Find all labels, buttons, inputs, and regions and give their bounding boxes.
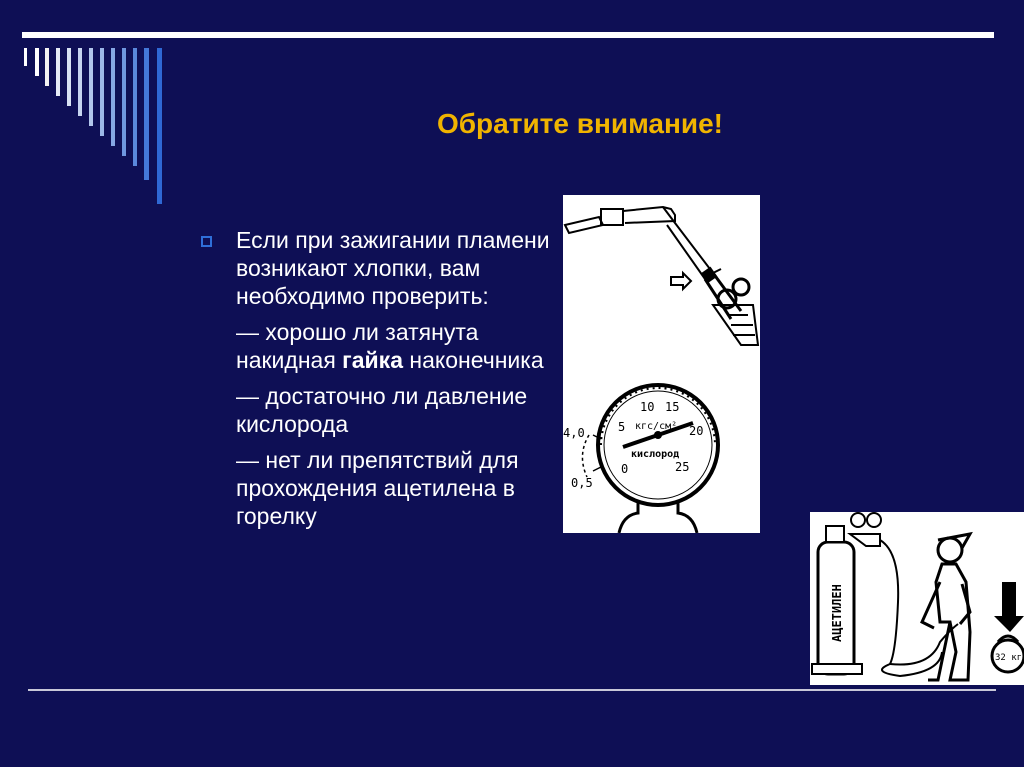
slide-body	[236, 226, 576, 538]
gauge-tick-0: 0	[621, 462, 629, 476]
bullet-icon	[201, 236, 212, 247]
check-item-oxygen: — достаточно ли давление кислорода	[236, 383, 528, 437]
torch-gauge-illustration	[563, 195, 760, 533]
gauge-tick-15: 15	[665, 400, 680, 414]
cylinder-label: АЦЕТИЛЕН	[830, 584, 844, 642]
check-item-nut	[236, 318, 576, 374]
check-item-nut-bold: гайка	[342, 347, 403, 373]
decorative-bars	[0, 0, 200, 220]
gauge-left-bottom-value: 0,5	[571, 476, 593, 490]
gauge-name-label: кислород	[631, 449, 680, 460]
gauge-unit-label: кгс/см²	[635, 421, 678, 432]
bottom-rule	[28, 689, 996, 691]
intro-text: Если при зажигании пламени возникают хлопки, вам необходимо проверить:	[236, 227, 550, 309]
acetylene-worker-illustration	[810, 512, 1024, 685]
gauge-left-top-value: 4,0	[563, 426, 585, 440]
gauge-tick-20: 20	[689, 424, 704, 438]
slide-title: Обратите внимание!	[436, 108, 723, 139]
weight-label: 32 кг	[995, 653, 1023, 663]
check-item-nut-pre: — хорошо ли затянута накидная	[236, 319, 479, 373]
check-item-nut-post: наконечника	[403, 347, 544, 373]
check-item-acetylene: — нет ли препятствий для прохождения ацетилена в горелку	[236, 447, 519, 529]
gauge-tick-25: 25	[675, 460, 690, 474]
gauge-tick-10: 10	[640, 400, 655, 414]
gauge-tick-5: 5	[618, 420, 626, 434]
